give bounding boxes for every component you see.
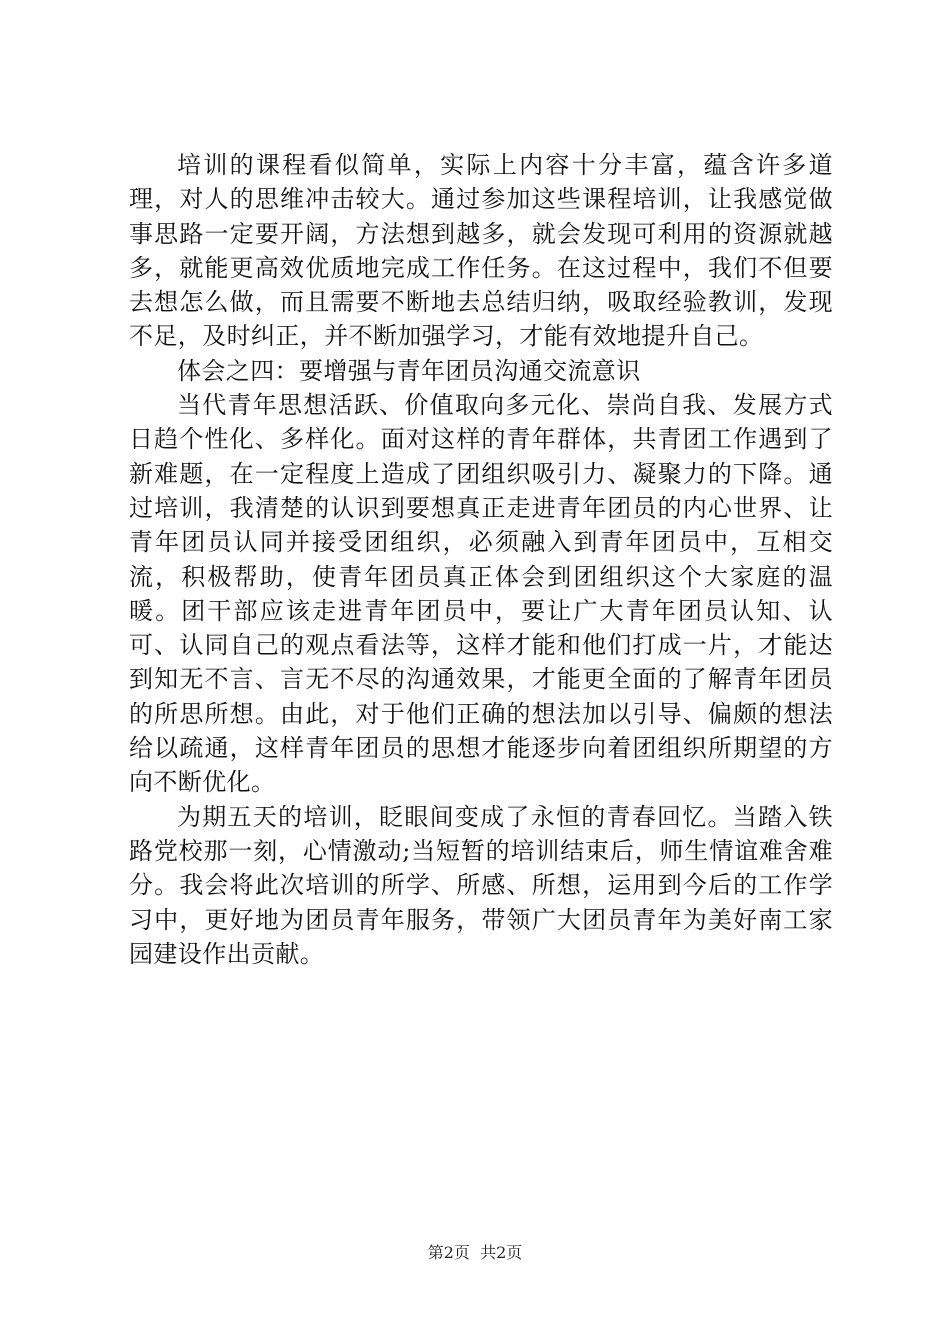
- section-heading-insight-four: 体会之四：要增强与青年团员沟通交流意识: [177, 356, 641, 385]
- paragraph-youth-communication: 当代青年思想活跃、价值取向多元化、崇尚自我、发展方式日趋个性化、多样化。面对这样的青年群体，共青团工作遇到了新难题，在一定程度上造成了团组织吸引力、凝聚力的下降。通过培训，我清楚的认识到要想真正走进青年团员的内心世界、让青年团员认同并接受团组织，必须融入到青年团员中，互相交流，积极帮助，使青年团员真正体会到团组织这个大家庭的温暖。团干部应该走进青年团员中，要让广大青年团员认知、认可、认同自己的观点看法等，这样才能和他们打成一片，才能达到知无不言、言无不尽的沟通效果，才能更全面的了解青年团员的所思所想。由此，对于他们正确的想法加以引导、偏颇的想法给以疏通，这样青年团员的思想才能逐步向着团组织所期望的方向不断优化。: [129, 391, 833, 797]
- paragraph-conclusion: 为期五天的培训，眨眼间变成了永恒的青春回忆。当踏入铁路党校那一刻，心情激动;当短暂的培训结束后，师生情谊难舍难分。我会将此次培训的所学、所感、所想，运用到今后的工作学习中，更好地为团员青年服务，带领广大团员青年为美好南工家园建设作出贡献。: [129, 802, 833, 968]
- page-footer: [0, 1243, 950, 1263]
- paragraph-training-courses: 培训的课程看似简单，实际上内容十分丰富，蕴含许多道理，对人的思维冲击较大。通过参加这些课程培训，让我感觉做事思路一定要开阔，方法想到越多，就会发现可利用的资源就越多，就能更高效优质地完成工作任务。在这过程中，我们不但要去想怎么做，而且需要不断地去总结归纳，吸取经验教训，发现不足，及时纠正，并不断加强学习，才能有效地提升自己。: [129, 151, 833, 351]
- page-number: 第2页 共2页: [427, 1243, 523, 1262]
- document-body: [129, 148, 833, 971]
